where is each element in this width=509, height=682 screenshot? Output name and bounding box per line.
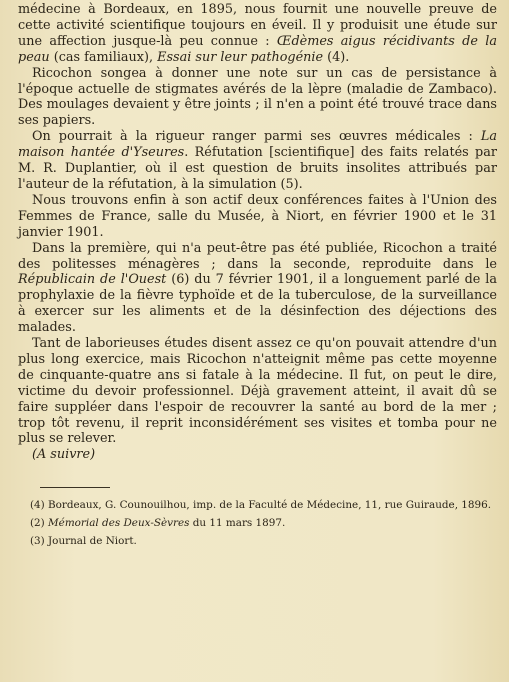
paragraph-text: Nous trouvons enfin à son actif deux conférences faites à l'Union des Femmes de France, salle du Musée, à Niort, en février 1900 et le 31 janvier 1901. — [18, 192, 497, 240]
footnote: (2) Mémorial des Deux-Sèvres du 11 mars 1897. — [30, 517, 286, 530]
paragraph-text: Ricochon songea à donner une note sur un cas de persistance à l'époque actuelle de stigmates avérés de la lèpre (maladie de Zambaco). Des moulages devaient y être joints ; il n'en a point été trouvé trace dans ses papiers. — [18, 65, 497, 129]
paragraph-text: médecine à Bordeaux, en 1895, nous fournit une nouvelle preuve de cette activité scientifique toujours en éveil. Il y produisit une étude sur une affection jusque-là peu connue : — [18, 2, 497, 49]
footnote-divider — [40, 487, 110, 488]
paragraph-text: On pourrait à la rigueur ranger parmi ses œuvres médicales : — [32, 129, 481, 145]
paragraph-text: (cas familiaux), — [49, 49, 158, 65]
paragraph-text: (4). — [323, 49, 350, 65]
paragraph — [18, 241, 497, 336]
paragraph-text: . Réfutation [scientifique] des faits relatés par M. R. Duplantier, où il est question de bruits insolites attribués par l'auteur de la réfutation, à la simulation (5). — [18, 145, 497, 192]
paragraph — [18, 2, 497, 66]
footnote: (3) Journal de Niort. — [30, 535, 137, 548]
work-title: Essai sur leur pathogénie — [157, 49, 324, 65]
work-title: Œdèmes aigus récidivants de la peau — [18, 33, 497, 65]
paragraph — [18, 193, 497, 241]
paragraph — [18, 129, 497, 193]
footnotes — [18, 499, 497, 548]
paragraph — [18, 66, 497, 130]
article-body — [18, 2, 497, 463]
continuation-note: (A suivre) — [32, 447, 96, 463]
paragraph — [18, 336, 497, 447]
newspaper-title: Républicain de l'Ouest — [18, 272, 167, 288]
paragraph-text: Tant de laborieuses études disent assez ce qu'on pouvait attendre d'un plus long exercice, mais Ricochon n'atteignit même pas cette moyenne de cinquante-quatre ans si fatale à la médecine. Il fut, on peut le dire, victime du devoir professionnel. Déjà gravement atteint, il avait dû se faire suppléer dans l'espoir de recouvrer la santé au bord de la mer ; trop tôt revenu, il reprit inconsidérément ses visites et tomba pour ne plus se relever. — [18, 336, 497, 447]
newspaper-title: Mémorial des Deux-Sèvres — [48, 517, 190, 530]
footnote: (4) Bordeaux, G. Counouilhou, imp. de la Faculté de Médecine, 11, rue Guiraude, 1896. — [30, 499, 492, 512]
paragraph-text: Dans la première, qui n'a peut-être pas été publiée, Ricochon a traité des politesses ménagères ; dans la seconde, reproduite dans le — [18, 240, 497, 272]
work-title: La maison hantée d'Yseures — [18, 129, 497, 161]
paragraph-text: (6) du 7 février 1901, il a longuement parlé de la prophylaxie de la fièvre typhoïde et de la tuberculose, de la surveillance à exercer sur les aliments et de la désinfection des déjections des malades. — [18, 272, 497, 336]
